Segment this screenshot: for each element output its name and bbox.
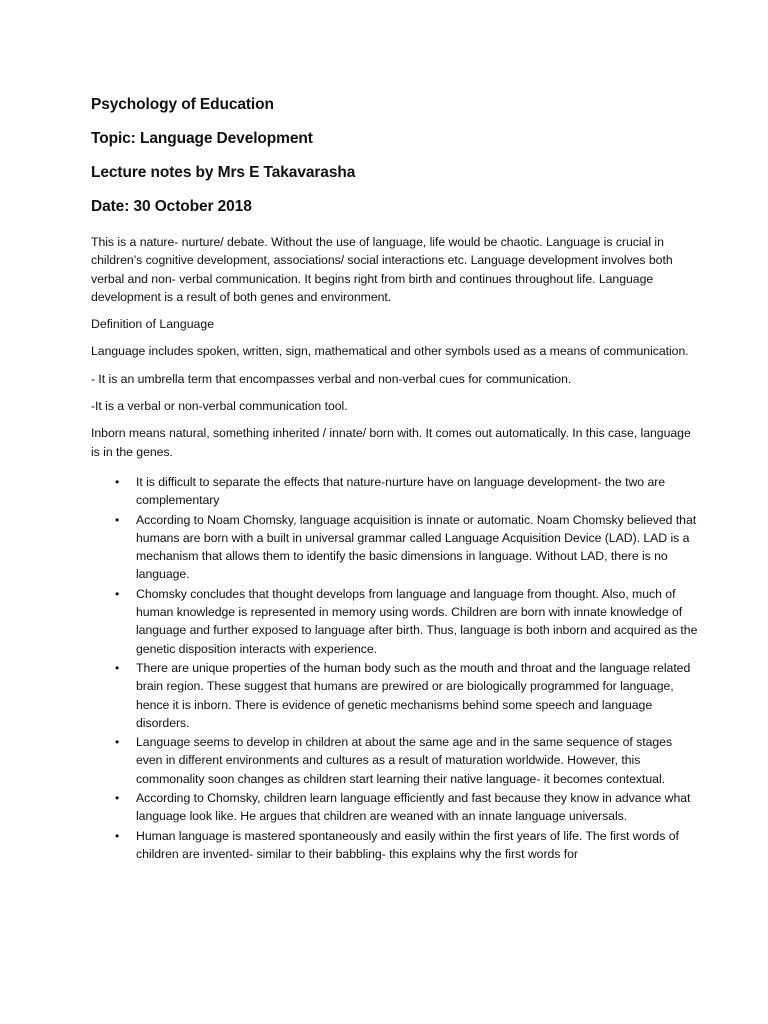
list-item [91,585,698,658]
list-item-text: There are unique properties of the human body such as the mouth and throat and the language related brain region. These suggest that humans are prewired or are biologically programmed for language, hence it is inborn. There is evidence of genetic mechanisms behind some speech and language disorders. [136,660,691,730]
list-item [91,659,698,732]
bullet-icon: • [115,586,120,601]
bullet-icon: • [115,791,120,806]
umbrella-point: - It is an umbrella term that encompasses verbal and non-verbal cues for communication. [91,371,572,386]
bullet-icon: • [115,735,120,750]
list-item-text: According to Chomsky, children learn language efficiently and fast because they know in advance what language look like. He argues that children are weaned with an innate language universals. [136,791,691,824]
list-item [91,511,698,584]
course-title: Psychology of Education [91,96,274,113]
bullet-icon: • [115,474,120,489]
list-item-text: Human language is mastered spontaneously and easily within the first years of life. The first words of children are invented- similar to their babbling- this explains why the first words for [136,828,679,861]
definition-heading: Definition of Language [91,317,215,332]
tool-point: -It is a verbal or non-verbal communication tool. [91,399,348,414]
intro-paragraph: This is a nature- nurture/ debate. Without the use of language, life would be chaotic. Language is crucial in children’s cognitive development, associations/ social interactions etc. Language development involves both verbal and non- verbal communication. It begins right from birth and continues throughout life. Language development is a result of both genes and environment. [91,235,673,304]
date-heading: Date: 30 October 2018 [91,198,252,215]
inborn-paragraph: Inborn means natural, something inherited / innate/ born with. It comes out automatically. In this case, language is in the genes. [91,426,691,459]
list-item [91,473,698,510]
list-item-text: It is difficult to separate the effects that nature-nurture have on language development- the two are complementary [136,474,666,508]
list-item-text: Chomsky concludes that thought develops from language and language from thought. Also, much of human knowledge is represented in memory using words. Children are born with innate knowledge of language and further exposed to language after birth. Thus, language is both inborn and acquired as the genetic disposition interacts with experience. [136,586,698,656]
list-item-text: Language seems to develop in children at about the same age and in the same sequence of stages even in different environments and cultures as a result of maturation worldwide. However, this commonality soon changes as children start learning their native language- it becomes contextual. [136,735,673,786]
list-item [91,789,698,826]
bullet-list [91,473,698,863]
bullet-icon: • [115,828,120,843]
bullet-icon: • [115,660,120,675]
list-item [91,733,698,788]
definition-paragraph: Language includes spoken, written, sign, mathematical and other symbols used as a means of communication. [91,344,689,359]
topic-heading: Topic: Language Development [91,130,313,147]
list-item-text: According to Noam Chomsky, language acquisition is innate or automatic. Noam Chomsky believed that humans are born with a built in universal grammar called Language Acquisition Device (LAD). LAD is a mechanism that allows them to identify the basic dimensions in language. Without LAD, there is no language. [136,512,697,582]
lecturer-heading: Lecture notes by Mrs E Takavarasha [91,164,356,181]
bullet-icon: • [115,512,120,527]
list-item [91,827,698,864]
